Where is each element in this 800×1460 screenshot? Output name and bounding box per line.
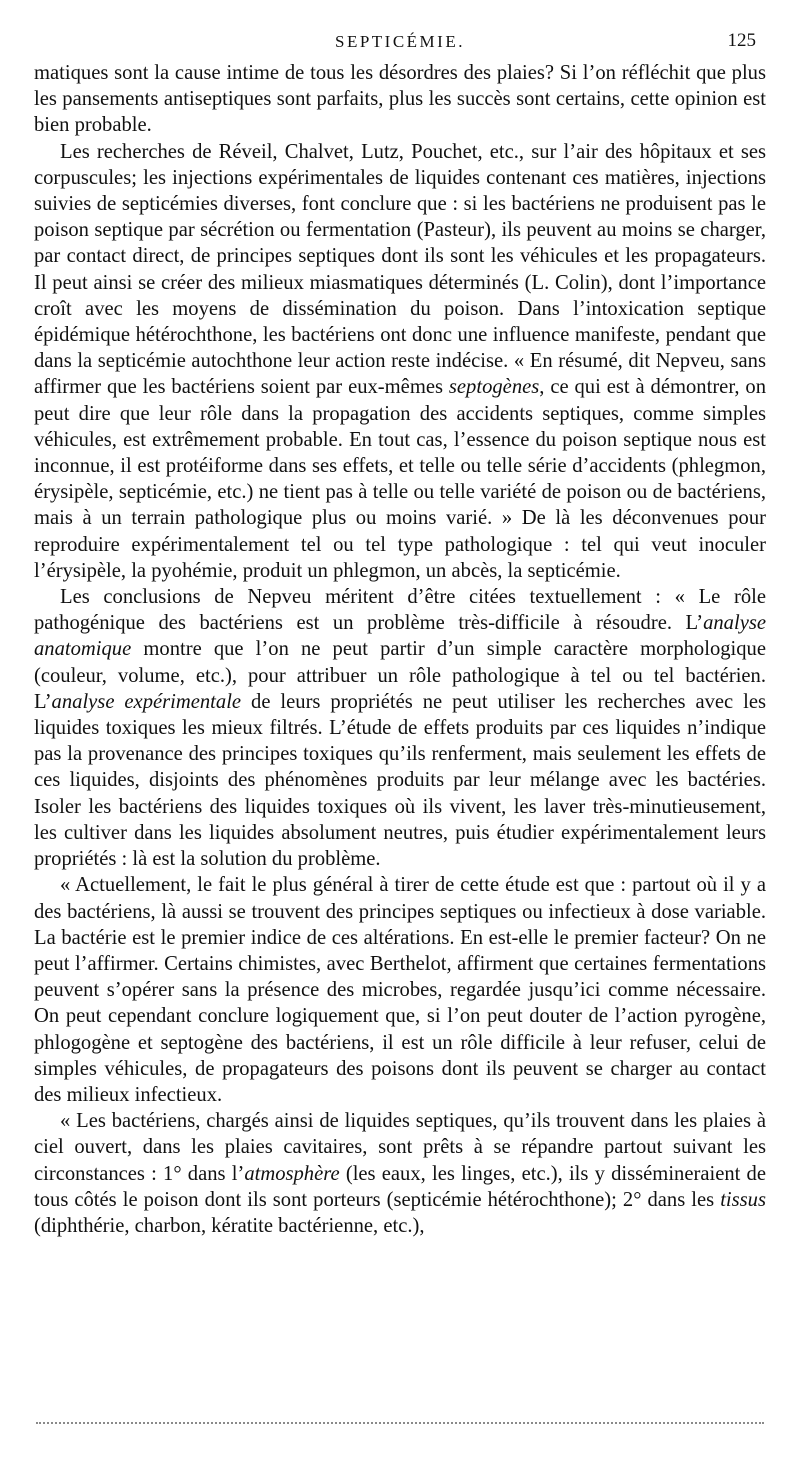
paragraph-5-italic-tissus: tissus (720, 1188, 766, 1211)
body-text (34, 60, 766, 1239)
paragraph-5-text-b: (les eaux, les linges, etc.), ils y dissémineraient de tous côtés le poison dont ils sont porteurs (septicémie hétérochthone); 2° dans les (34, 1162, 766, 1211)
paragraph-5 (34, 1108, 766, 1239)
paragraph-4-text: « Actuellement, le fait le plus général à tirer de cette étude est que : partout où il y a des bactériens, là aussi se trouvent des principes septiques ou infectieux à dose variable. La bactérie est le premier indice de ces altérations. En est-elle le premier facteur? On ne peut l’affirmer. Certains chimistes, avec Berthelot, affirment que certaines fermentations peuvent s’opérer sans la présence des microbes, regardée jusqu’ici comme nécessaire. On peut cependant conclure logiquement que, si l’on peut douter de l’action pyrogène, phlogogène et septogène des bactériens, il est un rôle difficile à leur refuser, celui de simples véhicules, de propagateurs des poisons dont ils peuvent se charger au contact des milieux infectieux. (34, 874, 766, 1106)
paragraph-3-italic-analyse-experimentale: analyse expérimentale (51, 690, 242, 713)
paragraph-5-italic-atmosphere: atmosphère (244, 1162, 340, 1185)
paragraph-2-text-b: , ce qui est à démontrer, on peut dire que leur rôle dans la propagation des accidents septiques, comme simples véhicules, est extrêmement probable. En tout cas, l’essence du poison septique nous est inconnue, il est protéiforme dans ses effets, et telle ou telle série d’accidents (phlegmon, érysipèle, septicémie, etc.) ne tient pas à telle ou telle variété de poison ou de bactériens, mais à un terrain pathologique plus ou moins varié. » De là les déconvenues pour reproduire expérimentalement tel ou tel type pathologique : tel qui veut inoculer l’érysipèle, la pyohémie, produit un phlegmon, un abcès, la septicémie. (34, 376, 766, 582)
bottom-dotted-rule (36, 1422, 764, 1424)
page-number: 125 (727, 30, 756, 51)
paragraph-3-italic-analyse-anatomique: analyse anatomique (34, 612, 766, 661)
paragraph-3-text-c: de leurs propriétés ne peut utiliser les recherches avec les liquides toxiques les mieux filtrés. L’étude de effets produits par ces liquides n’indique pas la provenance des principes toxiques qu’ils renferment, mais seulement les effets de ces liquides, disjoints des phénomènes produits par leur mélange avec les bactéries. Isoler les bactériens des liquides toxiques où ils vivent, les laver très-minutieusement, les cultiver dans les liquides absolument neutres, puis étudier expérimentalement leurs propriétés : là est la solution du problème. (34, 690, 767, 871)
paragraph-1-text: matiques sont la cause intime de tous les désordres des plaies? Si l’on réfléchit que plus les pansements antiseptiques sont parfaits, plus les succès sont certains, cette opinion est bien probable. (34, 62, 766, 137)
paragraph-3-text-b: montre que l’on ne peut partir d’un simple caractère morphologique (couleur, volume, etc.), pour attribuer un rôle pathologique à tel ou tel bactérien. L’ (34, 638, 766, 713)
paragraph-2-text-a: Les recherches de Réveil, Chalvet, Lutz, Pouchet, etc., sur l’air des hôpitaux et ses corpuscules; les injections expérimentales de liquides contenant ces matières, injections suivies de septicémies diverses, font conclure que : si les bactériens ne produisent pas le poison septique par sécrétion ou fermentation (Pasteur), ils peuvent au moins se charger, par contact direct, de principes septiques dont ils sont les véhicules et les propagateurs. Il peut ainsi se créer des milieux miasmatiques déterminés (L. Colin), dont l’importance croît avec les moyens de dissémination du poison. Dans l’intoxication septique épidémique hétérochthone, les bactériens ont donc une influence manifeste, pendant que dans la septicémie autochthone leur action reste indécise. « En résumé, dit Nepveu, sans affirmer que les bactériens soient par eux-mêmes (34, 140, 766, 399)
paragraph-5-text-c: (diphthérie, charbon, kératite bactérienne, etc.), (34, 1214, 425, 1237)
paragraph-3-text-a: Les conclusions de Nepveu méritent d’être citées textuellement : « Le rôle pathogénique des bactériens est un problème très-difficile à résoudre. L’ (34, 586, 766, 635)
running-title: SEPTICÉMIE. (335, 32, 465, 51)
paragraph-1 (34, 60, 766, 139)
paragraph-3 (34, 584, 766, 872)
paragraph-5-text-a: « Les bactériens, chargés ainsi de liquides septiques, qu’ils trouvent dans les plaies à ciel ouvert, dans les plaies cavitaires, sont prêts à se répandre partout suivant les circonstances : 1° dans l’ (34, 1110, 766, 1185)
paragraph-2 (34, 139, 766, 584)
paragraph-4 (34, 872, 766, 1108)
running-head (0, 26, 800, 60)
paragraph-2-italic-septogenes: septogènes (448, 376, 540, 399)
